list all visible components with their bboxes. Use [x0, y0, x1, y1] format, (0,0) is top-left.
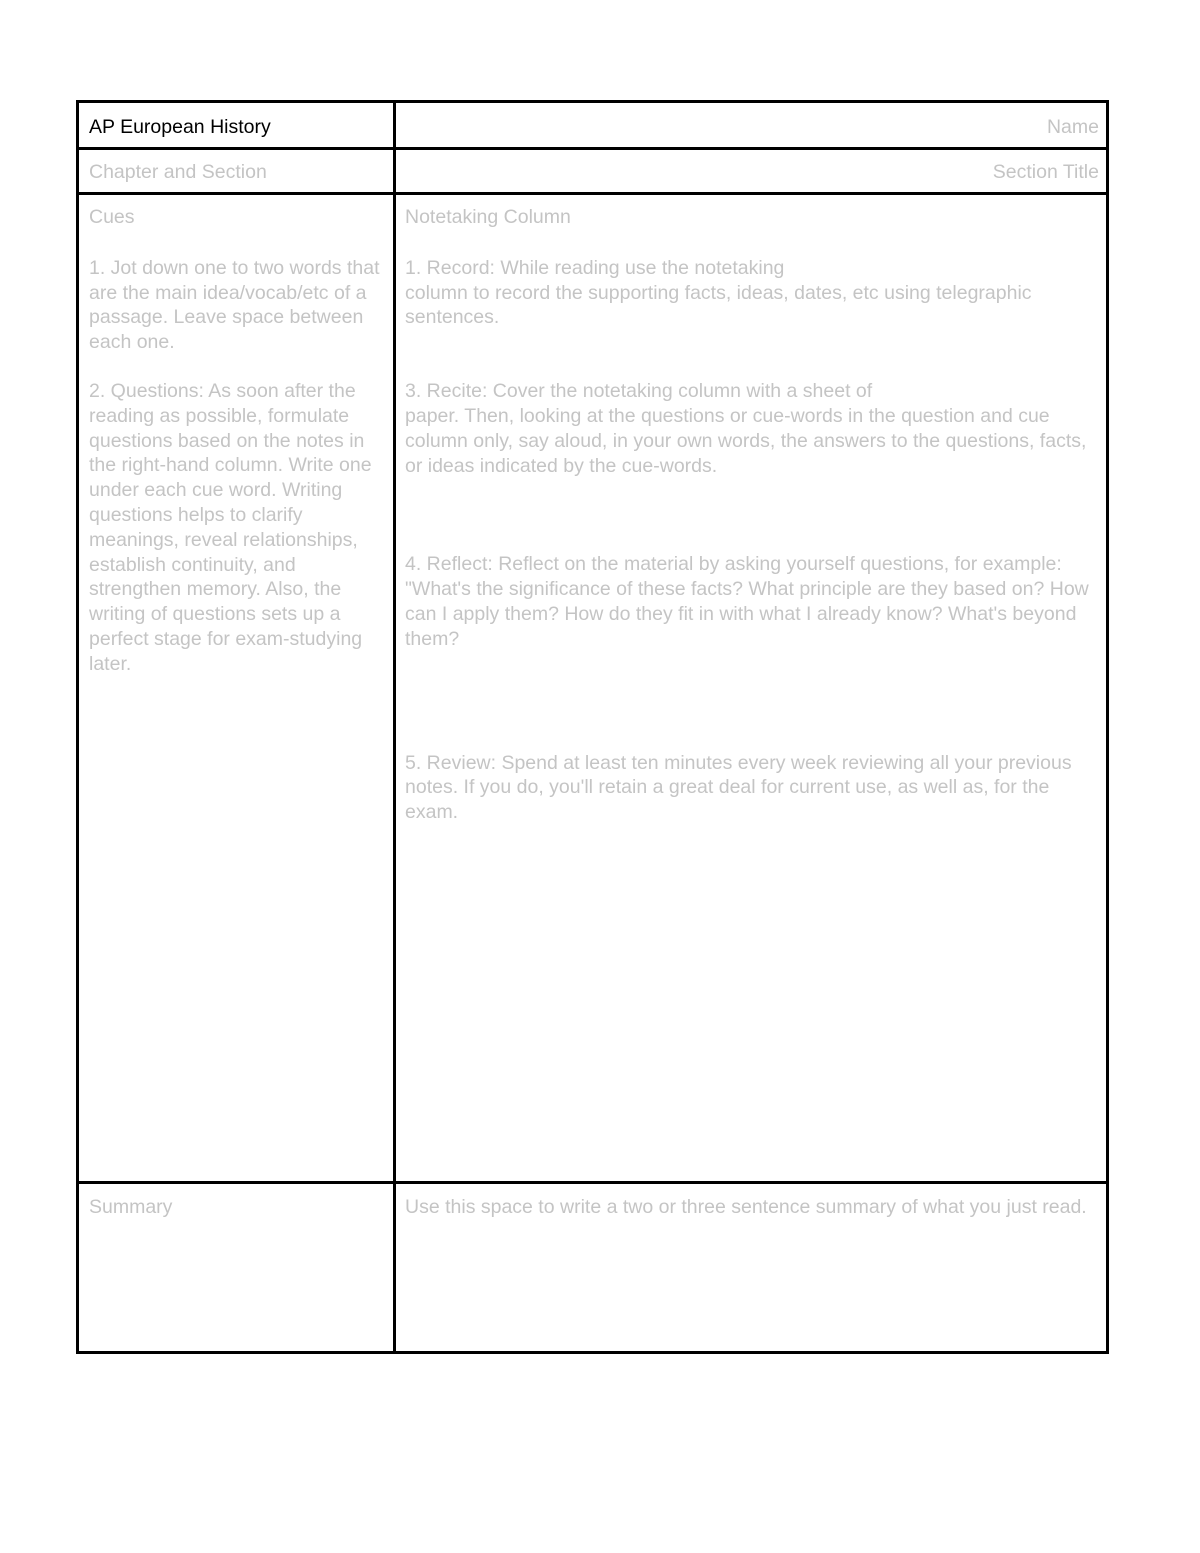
- row-divider-subheader: [79, 192, 1106, 195]
- name-field[interactable]: Name: [1046, 116, 1099, 138]
- row-divider-header: [79, 147, 1106, 150]
- summary-heading: Summary: [89, 1196, 173, 1218]
- column-divider: [393, 103, 396, 1351]
- recite-line-1: 3. Recite: Cover the notetaking column with a sheet of: [405, 380, 873, 403]
- notetaking-column[interactable]: [405, 205, 1100, 825]
- row-divider-summary: [79, 1181, 1106, 1184]
- cues-instruction-1: 1. Jot down one to two words that are the main idea/vocab/etc of a passage. Leave space between each one.: [89, 256, 380, 354]
- summary-field[interactable]: Use this space to write a two or three sentence summary of what you just read.: [405, 1196, 1087, 1218]
- cornell-notes-sheet: [76, 100, 1109, 1354]
- section-title-field[interactable]: Section Title: [992, 161, 1099, 183]
- cues-instruction-2: 2. Questions: As soon after the reading as possible, formulate questions based on the notes in the right-hand column. Write one under each cue word. Writing questions helps to clarify meanings, reveal relationships, establish continuity, and strengthen memory. Also, the writing of questions sets up a perfect stage for exam-studying later.: [89, 379, 372, 675]
- reflect-instruction: 4. Reflect: Reflect on the material by asking yourself questions, for example: "What's the significance of these facts? What principle are they based on? How can I apply them? How do they fit in with what I already know? What's beyond them?: [405, 553, 1089, 650]
- review-instruction: 5. Review: Spend at least ten minutes every week reviewing all your previous notes. If you do, you'll retain a great deal for current use, as well as, for the exam.: [405, 751, 1072, 824]
- recite-line-2: paper. Then, looking at the questions or cue-words in the question and cue column only, say aloud, in your own words, the answers to the questions, facts, or ideas indicated by the cue-words.: [405, 404, 1087, 477]
- chapter-section-field[interactable]: Chapter and Section: [89, 161, 267, 183]
- record-instruction: [405, 256, 1100, 330]
- notetaking-heading: Notetaking Column: [405, 206, 571, 228]
- cues-column[interactable]: [89, 205, 385, 677]
- record-line-2: column to record the supporting facts, ideas, dates, etc using telegraphic sentences.: [405, 281, 1032, 329]
- course-title: AP European History: [89, 116, 271, 138]
- record-line-1: 1. Record: While reading use the notetaking: [405, 256, 785, 279]
- recite-instruction: [405, 379, 1100, 478]
- cues-heading: Cues: [89, 206, 135, 228]
